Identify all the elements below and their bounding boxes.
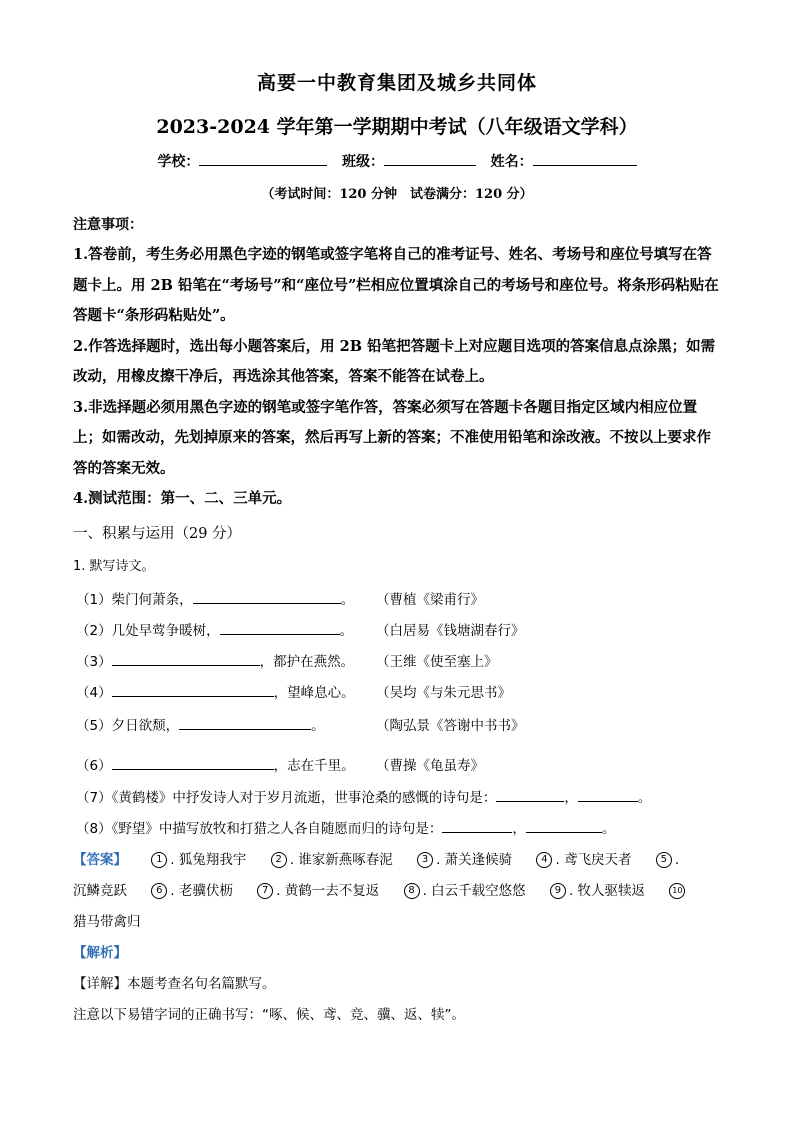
student-info-line [0, 151, 794, 171]
number-badge: 4 [536, 852, 552, 868]
notes-list [73, 240, 723, 515]
answer-blank[interactable] [112, 682, 274, 697]
answer-item: . 萧关逢候骑 [436, 852, 513, 868]
answer-line-2 [73, 879, 688, 899]
row-suffix: ，志在千里。 [273, 758, 355, 774]
number-badge: 3 [417, 852, 433, 868]
answer-line-1 [73, 848, 679, 868]
answer-item: . 老骥伏枥 [170, 883, 233, 899]
answer-blank[interactable] [526, 818, 602, 833]
row-suffix: 。 [311, 718, 325, 734]
answer-blank[interactable] [496, 787, 564, 802]
answer-item: 沉鳞竞跃 [73, 883, 127, 899]
question-stem: 1. 默写诗文。 [73, 559, 155, 574]
name-label: 姓名： [490, 154, 533, 170]
note-item: 3.非选择题必须用黑色字迹的钢笔或签字笔作答，答案必须写在答题卡各题目指定区域内相应位置上；如需改动，先划掉原来的答案，然后再写上新的答案；不准使用铅笔和涂改液。不按以上要求作答的答案无效。 [73, 398, 711, 477]
answer-blank[interactable] [179, 715, 311, 730]
answer-item: . 牧人驱犊返 [568, 883, 646, 899]
exam-subtitle: 2023-2024 学年第一学期期中考试（八年级语文学科） [156, 116, 638, 138]
row-suffix: 。 [340, 592, 355, 608]
answer-item: . 白云千载空悠悠 [422, 883, 526, 899]
class-blank[interactable] [384, 151, 476, 166]
answer-item: . [674, 852, 680, 868]
poem-row [76, 588, 484, 608]
number-badge: 9 [550, 883, 566, 899]
row-source: （白居易《钱塘湖春行》 [376, 623, 525, 639]
answer-blank[interactable] [220, 620, 340, 635]
row-prefix: （6） [76, 758, 112, 774]
row-source: （王维《使至塞上》 [376, 654, 498, 670]
number-badge: 7 [257, 883, 273, 899]
number-badge: 10 [669, 883, 685, 899]
answer-item: . 黄鹤一去不复返 [276, 883, 380, 899]
row-source: （曹植《梁甫行》 [376, 592, 484, 608]
notes-heading: 注意事项： [73, 217, 143, 233]
answer-blank[interactable] [112, 651, 260, 666]
answer-label: 【答案】 [73, 852, 127, 868]
row-prefix: （1）柴门何萧条， [76, 592, 193, 608]
row-prefix: （5）夕日欲颓， [76, 718, 180, 734]
number-badge: 8 [404, 883, 420, 899]
class-label: 班级： [342, 154, 384, 170]
school-label: 学校： [157, 154, 200, 170]
row-suffix: ，都护在燕然。 [259, 654, 355, 670]
number-badge: 1 [151, 852, 167, 868]
row-prefix: （2）几处早莺争暖树， [76, 623, 220, 639]
row-prefix: （4） [76, 685, 112, 701]
row-source: （陶弘景《答谢中书书》 [376, 718, 525, 734]
row-suffix: ，望峰息心。 [273, 685, 355, 701]
note-item: 4.测试范围：第一、二、三单元。 [73, 490, 292, 507]
answer-line-3 [73, 910, 141, 930]
row-source: （吴均《与朱元思书》 [376, 685, 511, 701]
number-badge: 2 [271, 852, 287, 868]
answer-item: . 狐兔翔我宇 [170, 852, 247, 868]
row-prefix: （3） [76, 654, 112, 670]
poem-row-7: （7）《黄鹤楼》中抒发诗人对于岁月流逝，世事沧桑的感慨的诗句是： ， 。 [76, 786, 651, 806]
detail-line [73, 972, 276, 992]
row-text: （7）《黄鹤楼》中抒发诗人对于岁月流逝，世事沧桑的感慨的诗句是： [76, 790, 497, 806]
row-suffix: 。 [339, 623, 354, 639]
exam-info: （考试时间：120 分钟 试卷满分：120 分） [261, 187, 533, 202]
note-item: 1.答卷前，考生务必用黑色字迹的钢笔或签字笔将自己的准考证号、姓名、考场号和座位号填写在答题卡上。用 2B 铅笔在“考场号”和“座位号”栏相应位置填涂自己的考场号和座位号。将条形码粘贴在答题卡“条形码粘贴处”。 [73, 246, 719, 324]
poem-row [76, 714, 525, 734]
exam-title: 高要一中教育集团及城乡共同体 [256, 72, 537, 94]
answer-blank[interactable] [442, 818, 512, 833]
poem-row-8: （8）《野望》中描写放牧和打猎之人各自随愿而归的诗句是： ， 。 [76, 817, 615, 837]
poem-row [76, 681, 511, 701]
answer-blank[interactable] [193, 589, 341, 604]
answer-blank[interactable] [578, 787, 638, 802]
analysis-note: 注意以下易错字词的正确书写：“啄、候、鸢、竞、骥、返、犊”。 [73, 1007, 465, 1023]
number-badge: 5 [656, 852, 672, 868]
answer-item: . 鸢飞戾天者 [555, 852, 632, 868]
number-badge: 6 [151, 883, 167, 899]
row-text: （8）《野望》中描写放牧和打猎之人各自随愿而归的诗句是： [76, 821, 443, 837]
row-source: （曹操《龟虽寿》 [376, 758, 484, 774]
poem-row [76, 619, 525, 639]
answer-item: 猎马带禽归 [73, 914, 141, 930]
name-blank[interactable] [533, 151, 637, 166]
school-blank[interactable] [199, 151, 327, 166]
section-heading: 一、积累与运用（29 分） [73, 526, 242, 542]
analysis-heading [73, 941, 127, 961]
answer-blank[interactable] [112, 755, 274, 770]
poem-row [76, 754, 484, 774]
poem-row [76, 650, 498, 670]
answer-item: . 谁家新燕啄春泥 [289, 852, 393, 868]
detail-text: 本题考查名句名篇默写。 [127, 976, 276, 992]
analysis-label: 【解析】 [73, 945, 127, 961]
note-item: 2.作答选择题时，选出每小题答案后，用 2B 铅笔把答题卡上对应题目选项的答案信息点涂黑；如需改动，用橡皮擦干净后，再选涂其他答案，答案不能答在试卷上。 [73, 337, 716, 385]
detail-label: 【详解】 [73, 976, 127, 992]
